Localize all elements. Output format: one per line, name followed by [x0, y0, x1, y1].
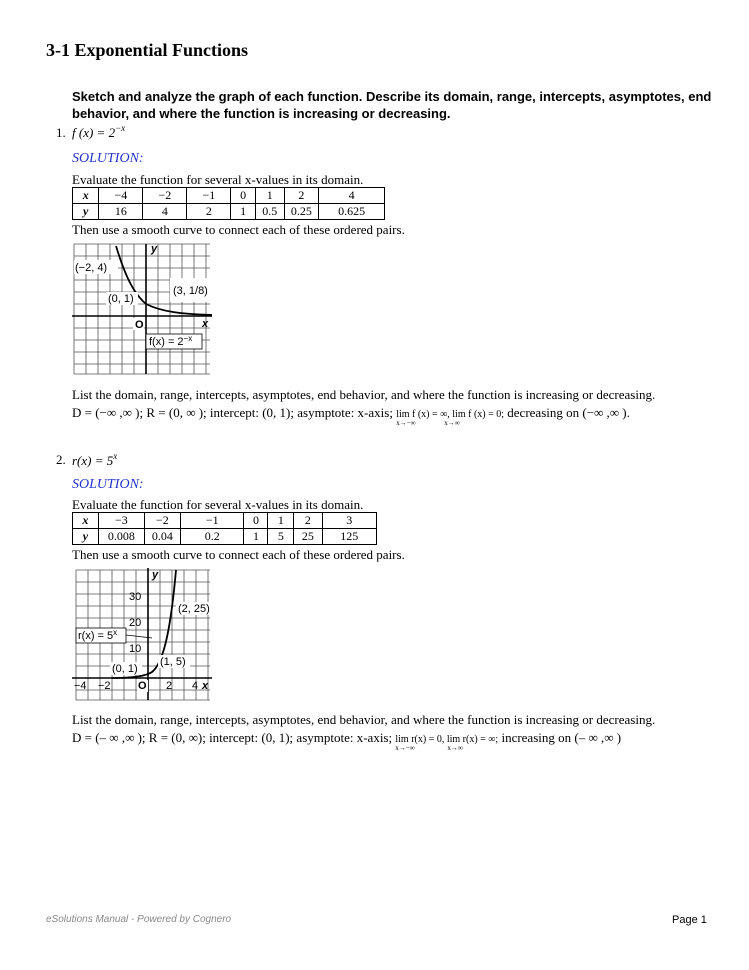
problem-2-graph: [72, 568, 214, 702]
answer-text: D = (−∞ ,∞ ); R = (0, ∞ ); intercept: (0, 1); asymptote: x-axis;: [72, 405, 393, 420]
problem-2-solution-label: SOLUTION:: [72, 477, 144, 492]
table-cell: 2: [187, 204, 231, 220]
table-header-x: x: [73, 188, 99, 204]
table-cell: −4: [99, 188, 143, 204]
table-cell: 4: [143, 204, 187, 220]
table-cell: 1: [244, 529, 268, 545]
problem-1-function-lhs: f (x) = 2: [72, 125, 116, 140]
table-cell: 4: [319, 188, 385, 204]
problem-1-list-text: List the domain, range, intercepts, asymptotes, end behavior, and where the function is increasing or decreasing.: [72, 387, 656, 402]
x-axis-label: x: [202, 680, 209, 692]
table-cell: 0.04: [144, 529, 180, 545]
problem-1-connect-text: Then use a smooth curve to connect each of these ordered pairs.: [72, 222, 405, 237]
problem-1-graph: [72, 242, 214, 376]
table-cell: 3: [322, 513, 376, 529]
table-cell: 0.625: [319, 204, 385, 220]
point-label: (3, 1/8): [173, 285, 208, 297]
problem-1-function: [72, 125, 125, 141]
table-header-x: x: [73, 513, 99, 529]
table-cell: 0: [244, 513, 268, 529]
tick-label: −4: [74, 680, 87, 692]
problem-2-list-text: List the domain, range, intercepts, asymptotes, end behavior, and where the function is increasing or decreasing.: [72, 712, 656, 727]
table-cell: 1: [255, 188, 284, 204]
answer-text: decreasing on (−∞ ,∞ ).: [507, 405, 630, 420]
problem-2-answer: [72, 730, 622, 752]
problem-2-connect-text: Then use a smooth curve to connect each of these ordered pairs.: [72, 547, 405, 562]
problem-1-number: 1.: [56, 125, 66, 140]
table-header-y: y: [73, 204, 99, 220]
answer-text: D = (– ∞ ,∞ ); R = (0, ∞); intercept: (0, 1); asymptote: x-axis;: [72, 730, 393, 745]
table-cell: 0: [231, 188, 256, 204]
function-label: $f(x) = 2^{-x}$: [149, 334, 193, 348]
table-cell: 2: [284, 188, 319, 204]
table-cell: 0.25: [284, 204, 319, 220]
point-label: (0, 1): [108, 293, 134, 305]
page-title: 3-1 Exponential Functions: [46, 40, 249, 60]
table-cell: −1: [181, 513, 244, 529]
table-cell: 125: [322, 529, 376, 545]
y-axis-label: y: [151, 243, 158, 255]
limit-expression: lim r(x) = 0, lim r(x) = ∞; x→−∞ x→∞: [395, 734, 499, 752]
problem-2-values-table: [72, 512, 377, 545]
table-cell: 0.5: [255, 204, 284, 220]
tick-label: 4: [192, 680, 199, 692]
y-axis-label: y: [152, 569, 159, 581]
answer-text: increasing on (– ∞ ,∞ ): [501, 730, 622, 745]
problem-2-function-exponent: x: [113, 451, 118, 461]
tick-label: 2: [166, 680, 173, 692]
table-cell: 1: [231, 204, 256, 220]
table-cell: 2: [294, 513, 322, 529]
problem-1-solution-label: SOLUTION:: [72, 151, 144, 166]
problem-2-function: [72, 453, 117, 469]
function-label: $r(x) = 5^x$: [78, 628, 118, 642]
origin-label: O: [135, 319, 144, 331]
problem-2-function-lhs: r(x) = 5: [72, 453, 114, 468]
point-label: (0, 1): [112, 663, 138, 675]
table-cell: 1: [268, 513, 294, 529]
table-cell: 25: [294, 529, 322, 545]
table-cell: 5: [268, 529, 294, 545]
point-label: (−2, 4): [75, 262, 108, 274]
instructions: Sketch and analyze the graph of each function. Describe its domain, range, intercepts, asymptotes, end behavior, and where the function is increasing or decreasing.: [72, 89, 712, 121]
table-cell: −2: [143, 188, 187, 204]
x-axis-label: x: [202, 318, 209, 330]
table-cell: 0.2: [181, 529, 244, 545]
table-row: [73, 188, 385, 204]
table-header-y: y: [73, 529, 99, 545]
table-cell: −1: [187, 188, 231, 204]
tick-label: −2: [98, 680, 111, 692]
problem-1-values-table: [72, 187, 385, 220]
tick-label: 30: [129, 591, 142, 603]
origin-label: O: [138, 680, 147, 692]
problem-1-intro: Evaluate the function for several x-values in its domain.: [72, 172, 364, 187]
table-row: [73, 529, 377, 545]
point-label: (2, 25): [178, 603, 210, 615]
page-number: Page 1: [672, 914, 707, 926]
table-row: [73, 513, 377, 529]
problem-1-function-exponent: −x: [115, 123, 126, 133]
table-cell: −2: [144, 513, 180, 529]
footer-left: eSolutions Manual - Powered by Cognero: [46, 914, 232, 925]
limit-expression: lim f (x) = ∞, lim f (x) = 0; x→−∞ x→∞: [396, 409, 505, 427]
table-cell: 0.008: [98, 529, 144, 545]
table-cell: −3: [98, 513, 144, 529]
problem-2-number: 2.: [56, 452, 66, 467]
point-label: (1, 5): [160, 656, 186, 668]
tick-label: 20: [129, 617, 142, 629]
tick-label: 10: [129, 643, 142, 655]
problem-1-answer: [72, 405, 630, 427]
table-row: [73, 204, 385, 220]
problem-2-intro: Evaluate the function for several x-values in its domain.: [72, 497, 364, 512]
table-cell: 16: [99, 204, 143, 220]
